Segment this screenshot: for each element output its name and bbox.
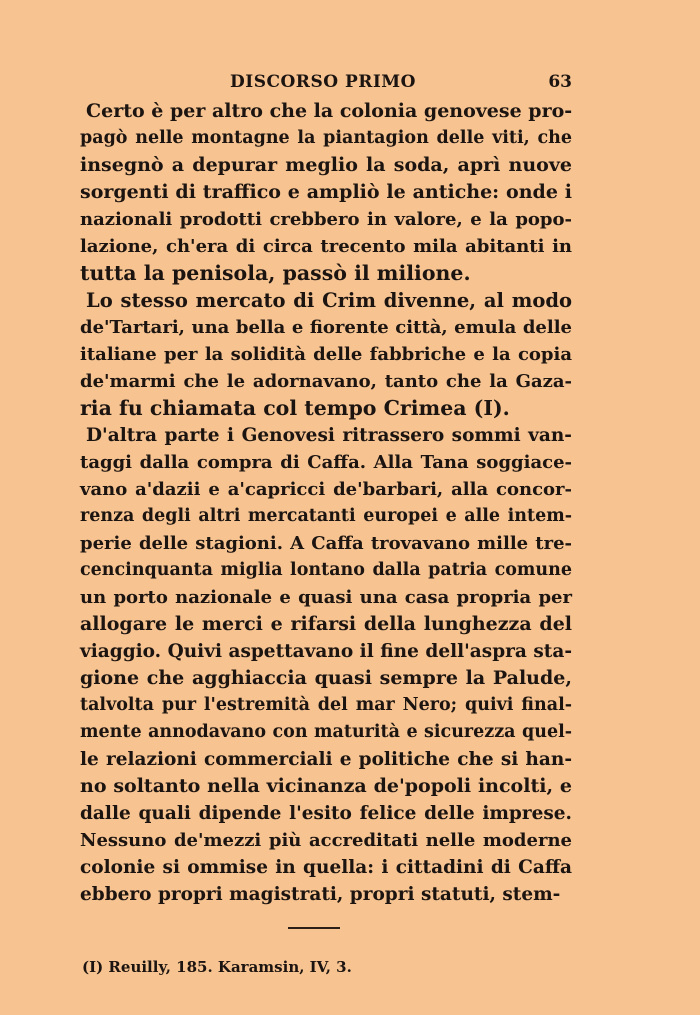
text-line: gione che agghiaccia quasi sempre la Palude, — [80, 667, 572, 689]
text-line: dalle quali dipende l'esito felice delle imprese. — [80, 803, 572, 824]
text-line: D'altra parte i Genovesi ritrassero sommi van- — [86, 425, 572, 446]
text-line: cencinquanta miglia lontano dalla patria comune — [80, 560, 572, 580]
text-line: ria fu chiamata col tempo Crimea (I). — [80, 396, 510, 420]
text-line: perie delle stagioni. A Caffa trovavano mille tre- — [80, 533, 572, 554]
footnote: (I) Reuilly, 185. Karamsin, IV, 3. — [82, 958, 352, 976]
text-line: mente annodavano con maturità e sicurezza quel- — [80, 722, 572, 742]
text-line: no soltanto nella vicinanza de'popoli incolti, e — [80, 775, 572, 797]
text-line: nazionali prodotti crebbero in valore, e la popo- — [80, 209, 572, 230]
footnote-separator-rule — [288, 927, 340, 929]
page-number: 63 — [548, 72, 572, 92]
text-line: viaggio. Quivi aspettavano il fine dell'aspra sta- — [80, 641, 572, 662]
text-line: Certo è per altro che la colonia genovese pro- — [86, 100, 573, 122]
text-line: Lo stesso mercato di Crim divenne, al modo — [86, 289, 572, 312]
text-line: talvolta pur l'estremità del mar Nero; quivi final- — [80, 695, 572, 715]
running-title: DISCORSO PRIMO — [230, 72, 416, 92]
body-text — [80, 98, 572, 908]
text-line: insegnò a depurar meglio la soda, aprì nuove — [80, 154, 572, 176]
paragraph — [80, 422, 572, 908]
text-line: tutta la penisola, passò il milione. — [80, 261, 471, 285]
text-line: vano a'dazii e a'capricci de'barbari, alla concor- — [80, 479, 572, 500]
text-line: Nessuno de'mezzi più accreditati nelle moderne — [80, 830, 572, 851]
text-line: de'Tartari, una bella e fiorente città, emula delle — [80, 317, 572, 338]
paragraph — [80, 98, 572, 287]
text-line: lazione, ch'era di circa trecento mila abitanti in — [80, 236, 572, 257]
text-line: le relazioni commerciali e politiche che si han- — [80, 749, 572, 770]
text-line: sorgenti di traffico e ampliò le antiche: onde i — [80, 181, 572, 203]
paragraph — [80, 287, 572, 422]
text-line: de'marmi che le adornavano, tanto che la Gaza- — [80, 371, 572, 392]
text-line: italiane per la solidità delle fabbriche e la copia — [80, 344, 572, 365]
text-line: pagò nelle montagne la piantagion delle viti, che — [80, 128, 572, 148]
text-line: allogare le merci e rifarsi della lunghezza del — [80, 613, 572, 635]
page-header — [80, 72, 572, 98]
text-line: un porto nazionale e quasi una casa propria per — [80, 587, 572, 608]
text-line: ebbero propri magistrati, propri statuti, stem- — [80, 884, 561, 905]
text-line: taggi dalla compra di Caffa. Alla Tana soggiace- — [80, 452, 572, 473]
text-line: renza degli altri mercatanti europei e alle intem- — [80, 506, 572, 526]
text-line: colonie si ommise in quella: i cittadini di Caffa — [80, 857, 572, 878]
